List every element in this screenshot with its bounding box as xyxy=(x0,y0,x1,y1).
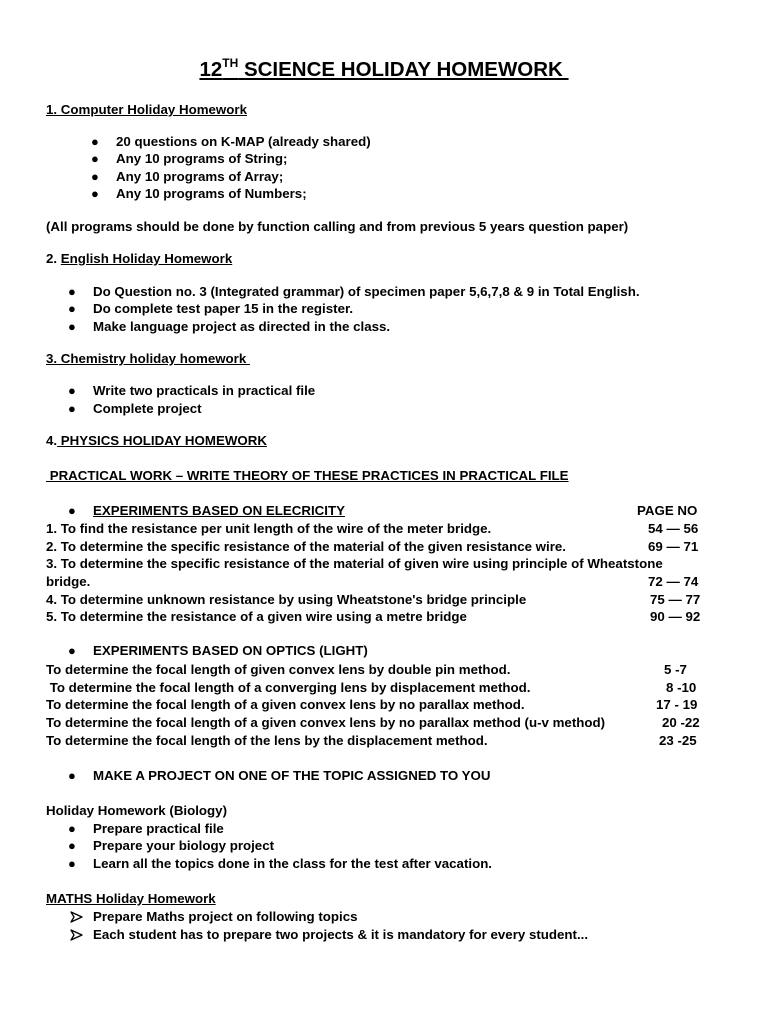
bullet-icon: ● xyxy=(91,151,99,166)
physics-heading: 4. PHYSICS HOLIDAY HOMEWORK xyxy=(46,433,267,448)
bullet-icon: ● xyxy=(68,301,76,316)
bullet-icon: ● xyxy=(68,401,76,416)
practical-work-heading: PRACTICAL WORK – WRITE THEORY OF THESE PRACTICES IN PRACTICAL FILE xyxy=(46,468,569,483)
bullet-icon: ● xyxy=(91,169,99,184)
experiment-row: 3. To determine the specific resistance of the material of given wire using principle of Wheatstone xyxy=(46,556,663,571)
page-range: 90 — 92 xyxy=(650,609,701,624)
experiment-row: To determine the focal length of the lens by the displacement method. xyxy=(46,733,488,748)
experiment-row: 5. To determine the resistance of a given wire using a metre bridge xyxy=(46,609,467,624)
list-item: Prepare practical file xyxy=(93,821,224,836)
experiment-row: To determine the focal length of a converging lens by displacement method. xyxy=(46,680,531,695)
page-title: 12TH SCIENCE HOLIDAY HOMEWORK xyxy=(199,56,569,81)
list-item: Prepare your biology project xyxy=(93,838,275,853)
page-range: 17 - 19 xyxy=(656,697,698,712)
electricity-heading-row: EXPERIMENTS BASED ON ELECRICITY PAGE NO xyxy=(93,503,698,518)
biology-heading: Holiday Homework (Biology) xyxy=(46,803,228,818)
experiment-row: To determine the focal length of a given convex lens by no parallax method. xyxy=(46,697,525,712)
list-item: Learn all the topics done in the class for the test after vacation. xyxy=(93,856,493,871)
list-item: 20 questions on K-MAP (already shared) xyxy=(116,134,371,149)
list-item: Do Question no. 3 (Integrated grammar) of specimen paper 5,6,7,8 & 9 in Total English. xyxy=(93,284,640,299)
page-range: 54 — 56 xyxy=(648,521,699,536)
bullet-icon: ● xyxy=(68,643,76,658)
bullet-icon: ● xyxy=(68,821,76,836)
page-range: 20 -22 xyxy=(662,715,700,730)
experiment-row: 2. To determine the specific resistance of the material of the given resistance wire. xyxy=(46,539,566,554)
list-item: Any 10 programs of Array; xyxy=(116,169,284,184)
experiment-row-continued: bridge. xyxy=(46,574,91,589)
experiment-row: To determine the focal length of a given convex lens by no parallax method (u-v method) xyxy=(46,715,606,730)
bullet-icon: ● xyxy=(68,503,76,518)
page-range: 23 -25 xyxy=(659,733,697,748)
list-item: Prepare Maths project on following topics xyxy=(93,909,358,924)
list-item: Each student has to prepare two projects & it is mandatory for every student... xyxy=(93,927,589,942)
optics-heading: EXPERIMENTS BASED ON OPTICS (LIGHT) xyxy=(93,643,368,658)
list-item: Do complete test paper 15 in the register. xyxy=(93,301,354,316)
list-item: Any 10 programs of Numbers; xyxy=(116,186,307,201)
list-item: Make language project as directed in the class. xyxy=(93,319,391,334)
page-range: 8 -10 xyxy=(666,680,697,695)
bullet-icon: ● xyxy=(68,838,76,853)
bullet-icon: ● xyxy=(68,319,76,334)
bullet-icon: ● xyxy=(91,134,99,149)
computer-heading: 1. Computer Holiday Homework xyxy=(46,102,247,117)
experiment-row: To determine the focal length of given convex lens by double pin method. xyxy=(46,662,511,677)
list-item: Write two practicals in practical file xyxy=(93,383,316,398)
arrow-bullet-icon xyxy=(70,927,83,943)
page-range: 69 — 71 xyxy=(648,539,699,554)
bullet-icon: ● xyxy=(91,186,99,201)
page-range: 72 — 74 xyxy=(648,574,699,589)
bullet-icon: ● xyxy=(68,284,76,299)
bullet-icon: ● xyxy=(68,768,76,783)
arrow-bullet-icon xyxy=(70,909,83,925)
experiment-row: 4. To determine unknown resistance by using Wheatstone's bridge principle xyxy=(46,592,527,607)
computer-note: (All programs should be done by function calling and from previous 5 years question paper) xyxy=(46,219,629,234)
physics-project: MAKE A PROJECT ON ONE OF THE TOPIC ASSIGNED TO YOU xyxy=(93,768,491,783)
chemistry-heading: 3. Chemistry holiday homework xyxy=(46,351,250,366)
experiment-row: 1. To find the resistance per unit length of the wire of the meter bridge. xyxy=(46,521,492,536)
list-item: Complete project xyxy=(93,401,202,416)
bullet-icon: ● xyxy=(68,383,76,398)
list-item: Any 10 programs of String; xyxy=(116,151,288,166)
bullet-icon: ● xyxy=(68,856,76,871)
page-range: 75 — 77 xyxy=(650,592,701,607)
maths-heading: MATHS Holiday Homework xyxy=(46,891,216,906)
english-heading: 2. English Holiday Homework xyxy=(46,251,233,266)
page-range: 5 -7 xyxy=(664,662,687,677)
